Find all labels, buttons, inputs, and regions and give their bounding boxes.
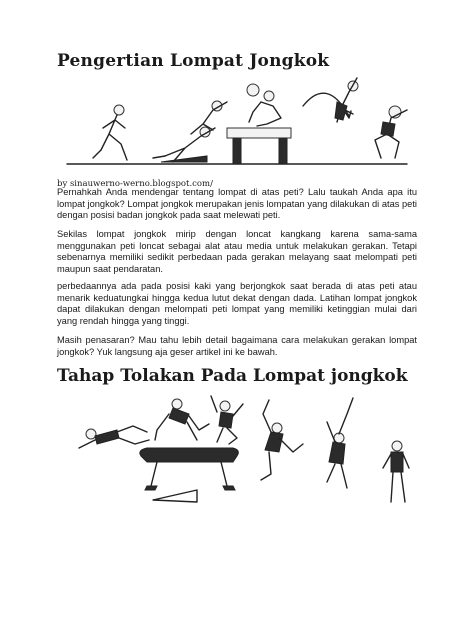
runner-figure xyxy=(93,105,127,160)
section-title: Tahap Tolakan Pada Lompat jongkok xyxy=(57,366,408,386)
arch-figure xyxy=(261,400,303,480)
landing-figure xyxy=(375,106,407,158)
reach-up-figure xyxy=(327,398,353,488)
vault-box xyxy=(227,128,291,164)
vaulting-horse xyxy=(140,448,238,490)
upright-landing-figure xyxy=(383,441,409,502)
paragraph-3: perbedaannya ada pada posisi kaki yang berjongkok saat berada di atas peti atau menarik keduatungkai hingga kedua lutut dekat dengan dada. Latihan lompat jongkok dapat dilakukan dengan melompati peti lompat yang memiliki ketinggian mulai dari yang rendah hingga yang tinggi. xyxy=(57,281,417,326)
paragraph-4: Masih penasaran? Mau tahu lebih detail bagaimana cara melakukan gerakan lompat jongkok? Yuk langsung aja geser artikel ini ke bawah. xyxy=(57,335,417,357)
diving-figure xyxy=(79,426,149,448)
squat-figure xyxy=(247,84,281,126)
page-title: Pengertian Lompat Jongkok xyxy=(57,51,330,71)
takeoff-phase-illustration xyxy=(57,392,419,512)
paragraph-1: Pernahkah Anda mendengar tentang lompat di atas peti? Lalu taukah Anda apa itu lompat jongkok? Lompat jongkok merupakan jenis lompatan yang dilakukan di atas peti dengan posisi badan jongkok pada saat melewati peti. xyxy=(57,187,417,221)
source-credit: by sinauwerno-werno.blogspot.com/ xyxy=(57,179,213,189)
squat-vault-sequence-illustration xyxy=(57,72,419,176)
tuck-figure xyxy=(211,396,243,444)
paragraph-2: Sekilas lompat jongkok mirip dengan loncat kangkang karena sama-sama menggunakan peti loncat sebagai alat atau media untuk melakukan gerakan. Tetapi sebenarnya memiliki sedikit perbedaan pada gerakan melayang saat melompati peti maupun saat pendaratan. xyxy=(57,229,417,274)
kick-figure xyxy=(155,399,209,440)
